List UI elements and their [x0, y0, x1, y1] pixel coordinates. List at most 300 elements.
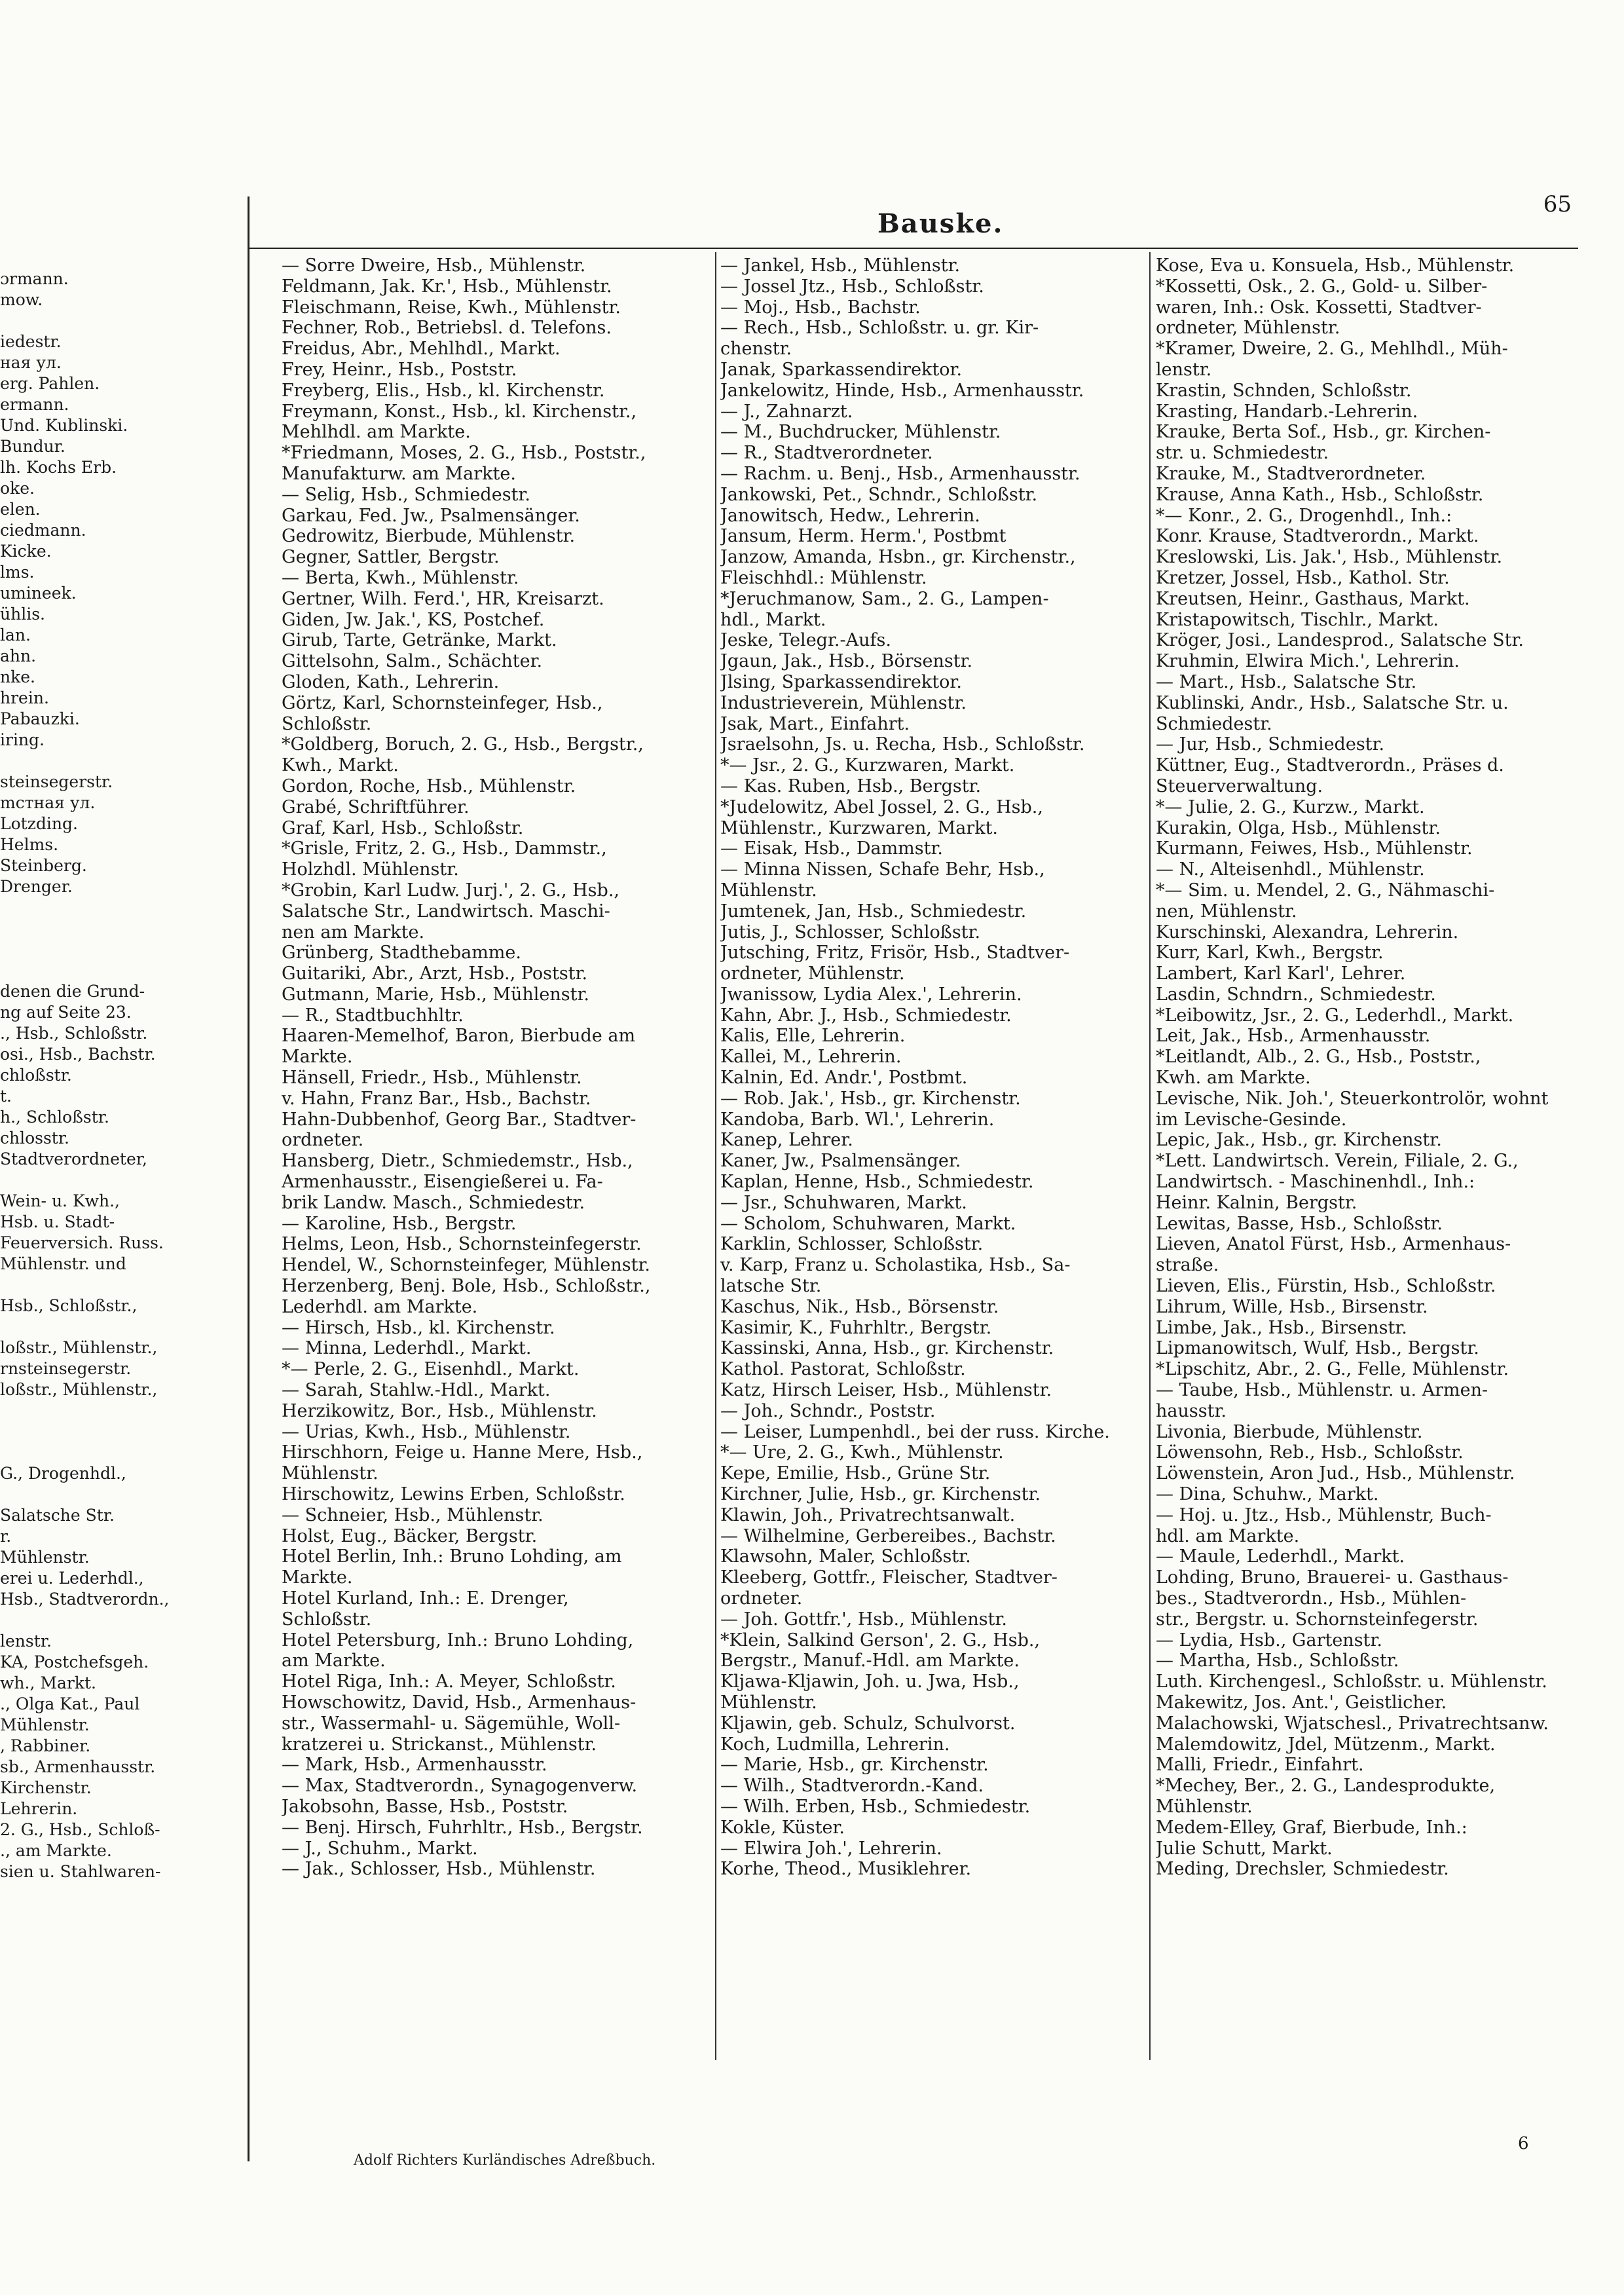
fragment-line: iedestr.: [0, 332, 62, 351]
directory-entry: Jgaun, Jak., Hsb., Börsenstr.: [720, 651, 973, 672]
directory-entry: ordneter.: [282, 1130, 364, 1151]
directory-entry: *— Jsr., 2. G., Kurzwaren, Markt.: [720, 755, 1015, 776]
directory-entry: Girub, Tarte, Getränke, Markt.: [282, 630, 557, 651]
header-rule: [249, 248, 1578, 249]
directory-entry: — Taube, Hsb., Mühlenstr. u. Armen-: [1156, 1380, 1488, 1401]
fragment-line: Steinberg.: [0, 856, 87, 875]
directory-entry: — Jur, Hsb., Schmiedestr.: [1156, 734, 1385, 755]
directory-entry: str., Bergstr. u. Schornsteinfegerstr.: [1156, 1609, 1479, 1630]
directory-entry: Kandoba, Barb. Wl.', Lehrerin.: [720, 1109, 995, 1130]
column-divider-2: [1149, 252, 1151, 2060]
fragment-line: loßstr., Mühlenstr.,: [0, 1380, 158, 1399]
directory-entry: v. Hahn, Franz Bar., Hsb., Bachstr.: [282, 1088, 591, 1109]
directory-entry: — Scholom, Schuhwaren, Markt.: [720, 1213, 1016, 1234]
directory-entry: Fleischhdl.: Mühlenstr.: [720, 567, 927, 588]
directory-entry: Löwenstein, Aron Jud., Hsb., Mühlenstr.: [1156, 1463, 1515, 1484]
directory-entry: Holst, Eug., Bäcker, Bergstr.: [282, 1525, 538, 1546]
directory-entry: Kwh. am Markte.: [1156, 1068, 1311, 1089]
directory-entry: Gordon, Roche, Hsb., Mühlenstr.: [282, 775, 576, 796]
directory-entry: Gegner, Sattler, Bergstr.: [282, 547, 500, 568]
directory-entry: Bergstr., Manuf.-Hdl. am Markte.: [720, 1651, 1020, 1671]
column-divider-1: [715, 252, 716, 2060]
directory-entry: Hahn-Dubbenhof, Georg Bar., Stadtver-: [282, 1109, 637, 1130]
directory-entry: Gittelsohn, Salm., Schächter.: [282, 651, 543, 672]
fragment-line: [0, 1610, 252, 1631]
directory-entry: Giden, Jw. Jak.', KS, Postchef.: [282, 609, 545, 630]
directory-entry: — Moj., Hsb., Bachstr.: [720, 297, 921, 318]
directory-entry: Kalnin, Ed. Andr.', Postbmt.: [720, 1068, 968, 1089]
directory-entry: *Friedmann, Moses, 2. G., Hsb., Poststr.,: [282, 443, 646, 464]
directory-entry: Klawsohn, Maler, Schloßstr.: [720, 1546, 971, 1567]
directory-entry: Jansum, Herm. Herm.', Postbmt: [720, 526, 1006, 547]
directory-entry: — J., Zahnarzt.: [720, 401, 853, 422]
directory-entry: Kurakin, Olga, Hsb., Mühlenstr.: [1156, 817, 1441, 838]
fragment-line: mow.: [0, 290, 43, 309]
directory-entry: Konr. Krause, Stadtverordn., Markt.: [1156, 526, 1479, 547]
directory-entry: — Urias, Kwh., Hsb., Mühlenstr.: [282, 1421, 571, 1442]
directory-entry: Lederhdl. am Markte.: [282, 1296, 478, 1317]
directory-entry: Kaplan, Henne, Hsb., Schmiedestr.: [720, 1172, 1034, 1193]
directory-entry: Kretzer, Jossel, Hsb., Kathol. Str.: [1156, 567, 1450, 588]
fragment-line: ermann.: [0, 395, 69, 414]
directory-entry: Kepe, Emilie, Hsb., Grüne Str.: [720, 1463, 991, 1484]
directory-entry: Koch, Ludmilla, Lehrerin.: [720, 1734, 950, 1755]
directory-entry: Grabé, Schriftführer.: [282, 796, 470, 817]
directory-entry: — Eisak, Hsb., Dammstr.: [720, 838, 944, 859]
directory-entry: Salatsche Str., Landwirtsch. Maschi-: [282, 901, 610, 922]
fragment-line: rnsteinsegerstr.: [0, 1359, 132, 1378]
directory-entry: brik Landw. Masch., Schmiedestr.: [282, 1192, 585, 1213]
directory-entry: Kalis, Elle, Lehrerin.: [720, 1026, 906, 1047]
directory-entry: Jeske, Telegr.-Aufs.: [720, 630, 891, 651]
fragment-line: [0, 1442, 252, 1463]
directory-entry: Kurr, Karl, Kwh., Bergstr.: [1156, 942, 1384, 963]
directory-entry: Howschowitz, David, Hsb., Armenhaus-: [282, 1692, 637, 1713]
directory-entry: — Rachm. u. Benj., Hsb., Armenhausstr.: [720, 463, 1080, 484]
directory-entry: Kassinski, Anna, Hsb., gr. Kirchenstr.: [720, 1338, 1054, 1359]
directory-entry: Jsraelsohn, Js. u. Recha, Hsb., Schloßstr.: [720, 734, 1085, 755]
directory-entry: — Joh., Schndr., Poststr.: [720, 1400, 936, 1421]
directory-entry: — Martha, Hsb., Schloßstr.: [1156, 1651, 1399, 1671]
directory-entry: — Hirsch, Hsb., kl. Kirchenstr.: [282, 1317, 555, 1338]
fragment-line: Kirchenstr.: [0, 1778, 92, 1797]
directory-entry: Jakobsohn, Basse, Hsb., Poststr.: [282, 1796, 568, 1817]
fragment-line: [0, 1421, 252, 1442]
directory-entry: — Mart., Hsb., Salatsche Str.: [1156, 671, 1417, 692]
fragment-line: Lehrerin.: [0, 1799, 78, 1818]
directory-entry: *— Ure, 2. G., Kwh., Mühlenstr.: [720, 1442, 1004, 1463]
fragment-line: Mühlenstr.: [0, 1548, 90, 1567]
directory-entry: Graf, Karl, Hsb., Schloßstr.: [282, 817, 524, 838]
directory-entry: bes., Stadtverordn., Hsb., Mühlen-: [1156, 1588, 1467, 1609]
footer-imprint: Adolf Richters Kurländisches Adreßbuch.: [354, 2152, 656, 2169]
directory-entry: — Rob. Jak.', Hsb., gr. Kirchenstr.: [720, 1088, 1021, 1109]
directory-entry: — Sorre Dweire, Hsb., Mühlenstr.: [282, 255, 586, 276]
directory-entry: Katz, Hirsch Leiser, Hsb., Mühlenstr.: [720, 1380, 1052, 1401]
directory-entry: — Jankel, Hsb., Mühlenstr.: [720, 255, 961, 276]
directory-entry: Lipmanowitsch, Wulf, Hsb., Bergstr.: [1156, 1338, 1479, 1359]
directory-entry: Janowitsch, Hedw., Lehrerin.: [720, 505, 980, 526]
fragment-line: [0, 1400, 252, 1421]
running-head: Bauske.: [877, 208, 1004, 239]
directory-entry: str., Wassermahl- u. Sägemühle, Woll-: [282, 1713, 621, 1734]
directory-entry: — Kas. Ruben, Hsb., Bergstr.: [720, 775, 982, 796]
directory-entry: *Kramer, Dweire, 2. G., Mehlhdl., Müh-: [1156, 339, 1508, 360]
directory-entry: Kröger, Josi., Landesprod., Salatsche Str.: [1156, 630, 1524, 651]
directory-entry: *— Perle, 2. G., Eisenhdl., Markt.: [282, 1359, 580, 1380]
fragment-line: [0, 960, 252, 981]
fragment-line: t.: [0, 1087, 12, 1106]
directory-entry: Schloßstr.: [282, 713, 372, 734]
fragment-line: mстная ул.: [0, 793, 96, 812]
directory-entry: Görtz, Karl, Schornsteinfeger, Hsb.,: [282, 692, 603, 713]
directory-entry: — Jossel Jtz., Hsb., Schloßstr.: [720, 276, 984, 297]
directory-entry: Kristapowitsch, Tischlr., Markt.: [1156, 609, 1439, 630]
directory-entry: Mühlenstr.: [720, 880, 817, 901]
fragment-line: denen die Grund-: [0, 982, 145, 1001]
fragment-line: Stadtverordneter,: [0, 1149, 147, 1168]
directory-entry: — Dina, Schuhw., Markt.: [1156, 1484, 1379, 1505]
fragment-line: [0, 897, 252, 918]
directory-entry: Markte.: [282, 1567, 353, 1588]
column-3: [1156, 255, 1585, 1880]
fragment-line: [0, 939, 252, 960]
directory-entry: Kljawin, geb. Schulz, Schulvorst.: [720, 1713, 1016, 1734]
fragment-line: Pabauzki.: [0, 709, 80, 728]
directory-entry: — Max, Stadtverordn., Synagogenverw.: [282, 1776, 638, 1797]
directory-entry: Mühlenstr., Kurzwaren, Markt.: [720, 817, 999, 838]
fragment-line: hrein.: [0, 688, 49, 707]
directory-entry: Herzenberg, Benj. Bole, Hsb., Schloßstr.,: [282, 1276, 651, 1297]
directory-entry: Klawin, Joh., Privatrechtsanwalt.: [720, 1504, 1016, 1525]
fragment-line: Kicke.: [0, 542, 52, 561]
fragment-line: Helms.: [0, 835, 59, 854]
directory-entry: Kwh., Markt.: [282, 755, 399, 776]
page-edge-line: [248, 196, 249, 2161]
directory-entry: Armenhausstr., Eisengießerei u. Fa-: [282, 1172, 603, 1193]
directory-entry: Meding, Drechsler, Schmiedestr.: [1156, 1859, 1449, 1880]
directory-entry: Markte.: [282, 1047, 353, 1068]
fragment-line: ühlis.: [0, 605, 45, 624]
directory-entry: *Mechey, Ber., 2. G., Landesprodukte,: [1156, 1776, 1496, 1797]
directory-entry: Malachowski, Wjatschesl., Privatrechtsanw.: [1156, 1713, 1549, 1734]
directory-entry: Limbe, Jak., Hsb., Birsenstr.: [1156, 1317, 1407, 1338]
fragment-line: [0, 751, 252, 772]
directory-entry: — Sarah, Stahlw.-Hdl., Markt.: [282, 1380, 551, 1401]
directory-entry: Freidus, Abr., Mehlhdl., Markt.: [282, 339, 561, 360]
directory-entry: Frey, Heinr., Hsb., Poststr.: [282, 359, 517, 380]
directory-entry: str. u. Schmiedestr.: [1156, 443, 1329, 464]
fragment-line: ciedmann.: [0, 521, 86, 540]
fragment-line: [0, 1275, 252, 1296]
directory-entry: — Jak., Schlosser, Hsb., Mühlenstr.: [282, 1859, 596, 1880]
directory-entry: Jankowski, Pet., Schndr., Schloßstr.: [720, 484, 1038, 505]
directory-entry: am Markte.: [282, 1651, 386, 1671]
directory-entry: Jumtenek, Jan, Hsb., Schmiedestr.: [720, 901, 1027, 922]
fragment-line: [0, 1170, 252, 1191]
directory-entry: Mühlenstr.: [282, 1463, 378, 1484]
directory-entry: Kljawa-Kljawin, Joh. u. Jwa, Hsb.,: [720, 1671, 1020, 1692]
directory-entry: *Klein, Salkind Gerson', 2. G., Hsb.,: [720, 1630, 1041, 1651]
directory-entry: Heinr. Kalnin, Bergstr.: [1156, 1192, 1357, 1213]
directory-entry: straße.: [1156, 1255, 1219, 1276]
directory-entry: *Leitlandt, Alb., 2. G., Hsb., Poststr.,: [1156, 1047, 1481, 1068]
fragment-line: nke.: [0, 667, 35, 686]
directory-entry: *Goldberg, Boruch, 2. G., Hsb., Bergstr.,: [282, 734, 644, 755]
directory-entry: Krauke, M., Stadtverordneter.: [1156, 463, 1426, 484]
directory-entry: Jankelowitz, Hinde, Hsb., Armenhausstr.: [720, 380, 1084, 401]
directory-entry: nen, Mühlenstr.: [1156, 901, 1297, 922]
directory-entry: Kurmann, Feiwes, Hsb., Mühlenstr.: [1156, 838, 1473, 859]
directory-entry: Lieven, Anatol Fürst, Hsb., Armenhaus-: [1156, 1234, 1511, 1255]
fragment-line: Lotzding.: [0, 814, 78, 833]
directory-entry: Kreslowski, Lis. Jak.', Hsb., Mühlenstr.: [1156, 547, 1503, 568]
directory-entry: Herzikowitz, Bor., Hsb., Mühlenstr.: [282, 1400, 597, 1421]
fragment-line: 2. G., Hsb., Schloß-: [0, 1820, 160, 1839]
directory-entry: Jlsing, Sparkassendirektor.: [720, 671, 962, 692]
directory-entry: ordneter, Mühlenstr.: [1156, 318, 1340, 339]
directory-entry: Gloden, Kath., Lehrerin.: [282, 671, 500, 692]
fragment-line: wh., Markt.: [0, 1673, 96, 1692]
directory-entry: Gutmann, Marie, Hsb., Mühlenstr.: [282, 984, 589, 1005]
directory-entry: Lewitas, Basse, Hsb., Schloßstr.: [1156, 1213, 1443, 1234]
directory-entry: Medem-Elley, Graf, Bierbude, Inh.:: [1156, 1817, 1467, 1838]
directory-entry: *Lett. Landwirtsch. Verein, Filiale, 2. G.,: [1156, 1151, 1519, 1172]
directory-entry: Hirschowitz, Lewins Erben, Schloßstr.: [282, 1484, 625, 1505]
fragment-line: elen.: [0, 500, 41, 519]
directory-entry: ordneter, Mühlenstr.: [720, 963, 905, 984]
directory-entry: Kathol. Pastorat, Schloßstr.: [720, 1359, 966, 1380]
directory-entry: Kallei, M., Lehrerin.: [720, 1047, 902, 1068]
directory-entry: Kublinski, Andr., Hsb., Salatsche Str. u.: [1156, 692, 1509, 713]
directory-entry: Mehlhdl. am Markte.: [282, 422, 471, 443]
directory-entry: Krasting, Handarb.-Lehrerin.: [1156, 401, 1418, 422]
directory-entry: Holzhdl. Mühlenstr.: [282, 859, 459, 880]
directory-entry: Fechner, Rob., Betriebsl. d. Telefons.: [282, 318, 612, 339]
directory-entry: im Levische-Gesinde.: [1156, 1109, 1347, 1130]
directory-entry: — Leiser, Lumpenhdl., bei der russ. Kirche.: [720, 1421, 1110, 1442]
directory-entry: — R., Stadtverordneter.: [720, 443, 933, 464]
directory-entry: Freyberg, Elis., Hsb., kl. Kirchenstr.: [282, 380, 605, 401]
fragment-line: ., am Markte.: [0, 1841, 112, 1860]
directory-entry: Kirchner, Julie, Hsb., gr. Kirchenstr.: [720, 1484, 1041, 1505]
directory-entry: Fleischmann, Reise, Kwh., Mühlenstr.: [282, 297, 621, 318]
directory-entry: Korhe, Theod., Musiklehrer.: [720, 1859, 972, 1880]
directory-entry: hdl., Markt.: [720, 609, 826, 630]
directory-entry: Janak, Sparkassendirektor.: [720, 359, 963, 380]
directory-entry: — Karoline, Hsb., Bergstr.: [282, 1213, 517, 1234]
directory-entry: — N., Alteisenhdl., Mühlenstr.: [1156, 859, 1425, 880]
directory-entry: Freymann, Konst., Hsb., kl. Kirchenstr.,: [282, 401, 637, 422]
directory-entry: — Maule, Lederhdl., Markt.: [1156, 1546, 1405, 1567]
directory-entry: Livonia, Bierbude, Mühlenstr.: [1156, 1421, 1423, 1442]
fragment-line: sien u. Stahlwaren-: [0, 1862, 161, 1881]
fragment-line: lenstr.: [0, 1632, 52, 1651]
directory-entry: Gedrowitz, Bierbude, Mühlenstr.: [282, 526, 576, 547]
directory-entry: Gertner, Wilh. Ferd.', HR, Kreisarzt.: [282, 588, 604, 609]
directory-entry: — Jsr., Schuhwaren, Markt.: [720, 1192, 967, 1213]
directory-entry: *Judelowitz, Abel Jossel, 2. G., Hsb.,: [720, 796, 1043, 817]
fragment-line: [0, 310, 252, 331]
directory-entry: *Leibowitz, Jsr., 2. G., Lederhdl., Markt.: [1156, 1005, 1514, 1026]
directory-entry: Krastin, Schnden, Schloßstr.: [1156, 380, 1412, 401]
directory-entry: latsche Str.: [720, 1276, 822, 1297]
fragment-line: Und. Kublinski.: [0, 416, 128, 435]
directory-entry: Löwensohn, Reb., Hsb., Schloßstr.: [1156, 1442, 1464, 1463]
directory-entry: — R., Stadtbuchhltr.: [282, 1005, 464, 1026]
directory-entry: — Marie, Hsb., gr. Kirchenstr.: [720, 1755, 989, 1776]
directory-entry: Kaner, Jw., Psalmensänger.: [720, 1151, 961, 1172]
directory-entry: — Minna Nissen, Schafe Behr, Hsb.,: [720, 859, 1045, 880]
fragment-line: G., Drogenhdl.,: [0, 1464, 126, 1483]
directory-entry: Kleeberg, Gottfr., Fleischer, Stadtver-: [720, 1567, 1058, 1588]
directory-entry: Julie Schutt, Markt.: [1156, 1838, 1333, 1859]
signature-mark: 6: [1518, 2134, 1529, 2154]
directory-entry: Hotel Riga, Inh.: A. Meyer, Schloßstr.: [282, 1671, 616, 1692]
directory-entry: Steuerverwaltung.: [1156, 775, 1323, 796]
directory-entry: Malemdowitz, Jdel, Mützenm., Markt.: [1156, 1734, 1496, 1755]
directory-entry: Kose, Eva u. Konsuela, Hsb., Mühlenstr.: [1156, 255, 1515, 276]
directory-entry: Hotel Berlin, Inh.: Bruno Lohding, am: [282, 1546, 622, 1567]
directory-entry: lenstr.: [1156, 359, 1212, 380]
directory-entry: Hirschhorn, Feige u. Hanne Mere, Hsb.,: [282, 1442, 643, 1463]
directory-entry: — M., Buchdrucker, Mühlenstr.: [720, 422, 1001, 443]
fragment-line: lan.: [0, 625, 31, 644]
fragment-line: umineek.: [0, 584, 77, 603]
fragment-line: Feuerversich. Russ.: [0, 1233, 164, 1252]
directory-entry: *Grisle, Fritz, 2. G., Hsb., Dammstr.,: [282, 838, 607, 859]
directory-entry: ordneter.: [720, 1588, 803, 1609]
directory-entry: — Mark, Hsb., Armenhausstr.: [282, 1755, 547, 1776]
directory-entry: Helms, Leon, Hsb., Schornsteinfegerstr.: [282, 1234, 642, 1255]
directory-entry: Kasimir, K., Fuhrhltr., Bergstr.: [720, 1317, 992, 1338]
directory-entry: Malli, Friedr., Einfahrt.: [1156, 1755, 1364, 1776]
directory-entry: — Lydia, Hsb., Gartenstr.: [1156, 1630, 1382, 1651]
column-1: [282, 255, 710, 1880]
directory-entry: Lambert, Karl Karl', Lehrer.: [1156, 963, 1406, 984]
directory-entry: nen am Markte.: [282, 922, 425, 942]
directory-entry: Lasdin, Schndrn., Schmiedestr.: [1156, 984, 1436, 1005]
directory-entry: Kruhmin, Elwira Mich.', Lehrerin.: [1156, 651, 1460, 672]
fragment-line: Wein- u. Kwh.,: [0, 1191, 120, 1210]
directory-entry: Kokle, Küster.: [720, 1817, 845, 1838]
fragment-line: Salatsche Str.: [0, 1506, 115, 1525]
directory-entry: Landwirtsch. - Maschinenhdl., Inh.:: [1156, 1172, 1475, 1193]
directory-entry: hdl. am Markte.: [1156, 1525, 1300, 1546]
fragment-line: steinsegerstr.: [0, 772, 113, 791]
fragment-line: erg. Pahlen.: [0, 374, 100, 393]
directory-entry: Industrieverein, Mühlenstr.: [720, 692, 967, 713]
fragment-line: ahn.: [0, 646, 37, 665]
directory-entry: Jutis, J., Schlosser, Schloßstr.: [720, 922, 981, 942]
directory-entry: Hänsell, Friedr., Hsb., Mühlenstr.: [282, 1068, 582, 1089]
directory-entry: *— Sim. u. Mendel, 2. G., Nähmaschi-: [1156, 880, 1495, 901]
fragment-line: erei u. Lederhdl.,: [0, 1569, 144, 1588]
directory-entry: Lieven, Elis., Fürstin, Hsb., Schloßstr.: [1156, 1276, 1496, 1297]
directory-entry: Krause, Anna Kath., Hsb., Schloßstr.: [1156, 484, 1484, 505]
directory-entry: chenstr.: [720, 339, 792, 360]
directory-entry: Kahn, Abr. J., Hsb., Schmiedestr.: [720, 1005, 1012, 1026]
directory-entry: Leit, Jak., Hsb., Armenhausstr.: [1156, 1026, 1431, 1047]
directory-entry: Manufakturw. am Markte.: [282, 463, 516, 484]
directory-entry: — Berta, Kwh., Mühlenstr.: [282, 567, 519, 588]
directory-entry: Mühlenstr.: [1156, 1796, 1253, 1817]
directory-entry: Grünberg, Stadthebamme.: [282, 942, 521, 963]
directory-entry: *— Julie, 2. G., Kurzw., Markt.: [1156, 796, 1425, 817]
fragment-line: Mühlenstr. und: [0, 1254, 126, 1273]
fragment-line: h., Schloßstr.: [0, 1108, 109, 1127]
fragment-line: Mühlenstr.: [0, 1715, 90, 1734]
directory-entry: Janzow, Amanda, Hsbn., gr. Kirchenstr.,: [720, 547, 1076, 568]
directory-entry: kratzerei u. Strickanst., Mühlenstr.: [282, 1734, 597, 1755]
directory-entry: Lihrum, Wille, Hsb., Birsenstr.: [1156, 1296, 1428, 1317]
directory-entry: Kaschus, Nik., Hsb., Börsenstr.: [720, 1296, 999, 1317]
fragment-line: chlosstr.: [0, 1129, 70, 1148]
fragment-line: Hsb., Schloßstr.,: [0, 1296, 138, 1315]
fragment-line: ., Hsb., Schloßstr.: [0, 1024, 148, 1043]
directory-entry: Hotel Petersburg, Inh.: Bruno Lohding,: [282, 1630, 634, 1651]
directory-entry: — Wilhelmine, Gerbereibes., Bachstr.: [720, 1525, 1056, 1546]
directory-entry: — Schneier, Hsb., Mühlenstr.: [282, 1504, 544, 1525]
fragment-line: r.: [0, 1527, 12, 1546]
directory-entry: v. Karp, Franz u. Scholastika, Hsb., Sa-: [720, 1255, 1071, 1276]
fragment-line: , Rabbiner.: [0, 1736, 91, 1755]
directory-entry: Lohding, Bruno, Brauerei- u. Gasthaus-: [1156, 1567, 1509, 1588]
fragment-line: ɔrmann.: [0, 269, 69, 288]
directory-entry: Kurschinski, Alexandra, Lehrerin.: [1156, 922, 1459, 942]
fragment-line: oke.: [0, 479, 35, 498]
fragment-line: iring.: [0, 730, 45, 749]
directory-entry: Garkau, Fed. Jw., Psalmensänger.: [282, 505, 580, 526]
directory-entry: — Hoj. u. Jtz., Hsb., Mühlenstr, Buch-: [1156, 1504, 1492, 1525]
directory-entry: Luth. Kirchengesl., Schloßstr. u. Mühlenstr.: [1156, 1671, 1547, 1692]
directory-entry: — J., Schuhm., Markt.: [282, 1838, 478, 1859]
directory-entry: — Rech., Hsb., Schloßstr. u. gr. Kir-: [720, 318, 1039, 339]
directory-entry: Hendel, W., Schornsteinfeger, Mühlenstr.: [282, 1255, 651, 1276]
directory-entry: Schmiedestr.: [1156, 713, 1272, 734]
directory-entry: Kanep, Lehrer.: [720, 1130, 853, 1151]
directory-entry: Krauke, Berta Sof., Hsb., gr. Kirchen-: [1156, 422, 1491, 443]
fragment-line: Hsb., Stadtverordn.,: [0, 1590, 170, 1609]
fragment-line: [0, 918, 252, 939]
directory-entry: *Lipschitz, Abr., 2. G., Felle, Mühlenstr.: [1156, 1359, 1509, 1380]
directory-entry: — Selig, Hsb., Schmiedestr.: [282, 484, 530, 505]
fragment-line: [0, 1316, 252, 1337]
directory-entry: — Joh. Gottfr.', Hsb., Mühlenstr.: [720, 1609, 1007, 1630]
directory-entry: Küttner, Eug., Stadtverordn., Präses d.: [1156, 755, 1504, 776]
fragment-line: osi., Hsb., Bachstr.: [0, 1045, 156, 1064]
directory-entry: *— Konr., 2. G., Drogenhdl., Inh.:: [1156, 505, 1452, 526]
previous-page-fragment: [0, 269, 252, 1882]
directory-entry: — Elwira Joh.', Lehrerin.: [720, 1838, 942, 1859]
directory-entry: waren, Inh.: Osk. Kossetti, Stadtver-: [1156, 297, 1482, 318]
fragment-line: [0, 1484, 252, 1505]
fragment-line: Hsb. u. Stadt-: [0, 1212, 115, 1231]
directory-entry: Makewitz, Jos. Ant.', Geistlicher.: [1156, 1692, 1447, 1713]
directory-entry: hausstr.: [1156, 1400, 1227, 1421]
directory-entry: — Minna, Lederhdl., Markt.: [282, 1338, 532, 1359]
directory-entry: Hotel Kurland, Inh.: E. Drenger,: [282, 1588, 569, 1609]
directory-entry: — Wilh., Stadtverordn.-Kand.: [720, 1776, 984, 1797]
fragment-line: sb., Armenhausstr.: [0, 1757, 156, 1776]
directory-entry: Jwanissow, Lydia Alex.', Lehrerin.: [720, 984, 1022, 1005]
directory-entry: Levische, Nik. Joh.', Steuerkontrolör, wohnt: [1156, 1088, 1549, 1109]
directory-entry: Jsak, Mart., Einfahrt.: [720, 713, 910, 734]
fragment-line: ng auf Seite 23.: [0, 1003, 132, 1022]
directory-entry: Guitariki, Abr., Arzt, Hsb., Poststr.: [282, 963, 588, 984]
directory-entry: Feldmann, Jak. Kr.', Hsb., Mühlenstr.: [282, 276, 612, 297]
fragment-line: KA, Postchefsgeh.: [0, 1652, 149, 1671]
